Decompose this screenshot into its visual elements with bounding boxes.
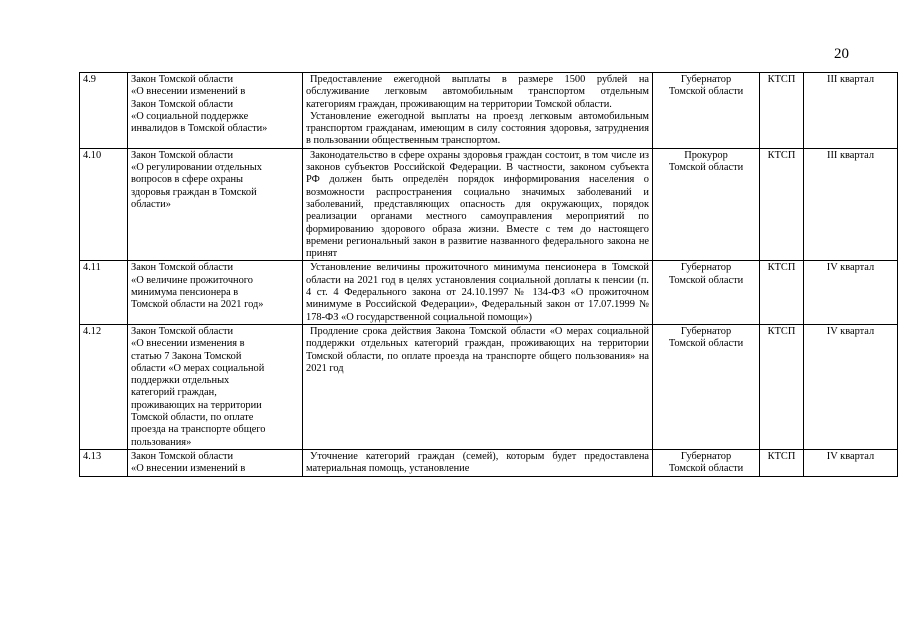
law-title-line: проживающих на территории [131,399,262,411]
committee-cell: КТСП [760,261,804,324]
legislative-plan-table [79,72,898,477]
committee-cell: КТСП [760,324,804,449]
law-title-line: Томской области, по оплате [131,412,254,424]
term-cell: IV квартал [804,261,898,324]
law-title-line: «О внесении изменений в [131,86,246,98]
law-title-line: «О регулировании отдельных [131,162,262,174]
justification-paragraph: Уточнение категорий граждан (семей), которым будет предоставлена материальная помощь, установление [306,450,649,475]
item-number-cell: 4.12 [80,324,128,449]
item-number-cell: 4.11 [80,261,128,324]
committee-cell: КТСП [760,449,804,476]
law-title-line: «О внесении изменения в [131,338,245,350]
law-title-line: Закон Томской области [131,149,234,161]
justification-paragraph: Законодательство в сфере охраны здоровья граждан состоит, в том числе из законов субъектов Российской Федерации. В частности, законом субъекта РФ должен быть определён порядок информирования населения о возможности распространения социально значимых заболеваний и заболеваний, представляющих опасность для окружающих, порядок реализации органами местного самоуправления мероприятий по формированию здорового образа жизни. Вместе с тем до настоящего времени региональный закон в развитие названного федерального закона не принят [306,149,649,260]
law-title-line: пользования» [131,436,192,448]
law-title-cell [128,449,303,476]
responsible-line: Губернатор [680,74,732,85]
law-title-line: Закон Томской области [131,262,234,274]
justification-cell [303,261,653,324]
law-title-line: Закон Томской области [131,74,234,85]
responsible-cell [653,449,760,476]
table-row [80,261,898,324]
law-title-line: минимума пенсионера в [131,287,239,299]
law-title-line: «О социальной поддержке [131,110,249,122]
item-number-cell: 4.13 [80,449,128,476]
page-number: 20 [834,46,849,62]
law-title-cell [128,324,303,449]
justification-paragraph: Предоставление ежегодной выплаты в размере 1500 рублей на обслуживание легковым автомобильным транспортом отдельным категориям граждан, проживающим на территории Томской области. [306,74,649,110]
law-title-line: здоровья граждан в Томской [131,186,257,198]
law-title-line: области «О мерах социальной [131,362,265,374]
committee-cell: КТСП [760,73,804,149]
responsible-line: Томской области [668,86,744,98]
law-title-line: категорий граждан, [131,387,217,399]
law-title-cell [128,261,303,324]
law-title-line: «О величине прожиточного [131,274,253,286]
table-row [80,73,898,149]
law-title-cell [128,148,303,261]
law-title-line: Закон Томской области [131,450,234,462]
table-body [80,73,898,477]
law-title-cell [128,73,303,149]
responsible-line: Томской области [668,463,744,475]
responsible-line: Губернатор [680,262,732,274]
responsible-line: Губернатор [680,325,732,337]
responsible-cell [653,73,760,149]
responsible-line: Томской области [668,162,744,174]
table-row [80,148,898,261]
responsible-cell [653,261,760,324]
justification-cell [303,449,653,476]
law-title-line: проезда на транспорте общего [131,424,266,436]
justification-cell [303,324,653,449]
responsible-line: Томской области [668,338,744,350]
responsible-cell [653,148,760,261]
item-number-cell: 4.10 [80,148,128,261]
law-title-line: области» [131,198,171,210]
law-title-line: вопросов в сфере охраны [131,174,244,186]
committee-cell: КТСП [760,148,804,261]
table-row [80,324,898,449]
term-cell: III квартал [804,148,898,261]
law-title-line: поддержки отдельных [131,375,230,387]
justification-paragraph: Установление ежегодной выплаты на проезд легковым автомобильным транспортом гражданам, имеющим в силу состояния здоровья, затруднения в пользовании общественным транспортом. [306,110,649,147]
justification-cell [303,73,653,149]
item-number-cell: 4.9 [80,73,128,149]
responsible-line: Прокурор [684,149,728,161]
justification-cell [303,148,653,261]
justification-paragraph: Продление срока действия Закона Томской области «О мерах социальной поддержки отдельных категорий граждан, проживающих на территории Томской области, по оплате проезда на транспорте общего пользования» на 2021 год [306,325,649,374]
justification-paragraph: Установление величины прожиточного минимума пенсионера в Томской области на 2021 год в целях установления социальной доплаты к пенсии (п. 4 ст. 4 Федерального закона от 24.10.1997 № 134-ФЗ «О прожиточном минимуме в Российской Федерации», Федеральный закон от 17.07.1999 № 178-ФЗ «О государственной социальной помощи») [306,262,649,323]
term-cell: IV квартал [804,324,898,449]
term-cell: IV квартал [804,449,898,476]
law-title-line: инвалидов в Томской области» [131,123,268,135]
responsible-line: Томской области [668,274,744,286]
term-cell: III квартал [804,73,898,149]
law-title-line: Закон Томской области [131,98,234,110]
law-title-line: «О внесении изменений в [131,463,246,475]
responsible-line: Губернатор [680,450,732,462]
law-title-line: Закон Томской области [131,325,234,337]
table-row [80,449,898,476]
law-title-line: статью 7 Закона Томской [131,350,242,362]
law-title-line: Томской области на 2021 год» [131,299,264,311]
responsible-cell [653,324,760,449]
